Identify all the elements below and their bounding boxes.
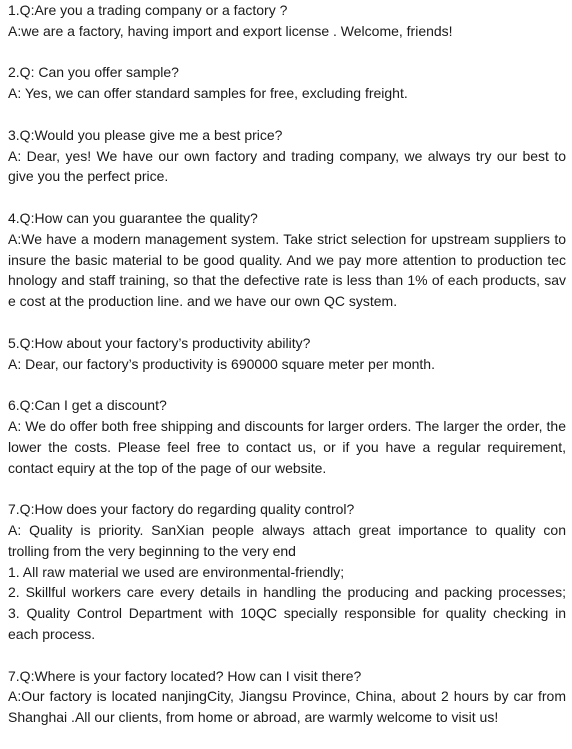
faq-answer-line: A: Quality is priority. SanXian people always attach great importance to quality con — [8, 521, 566, 538]
faq-answer-line: give you the perfect price. — [8, 168, 169, 185]
faq-item — [8, 0, 566, 42]
faq-answer-line: lower the costs. Please feel free to contact us, or if you have a regular requirement, — [8, 438, 566, 455]
faq-answer-line: each process. — [8, 625, 96, 642]
faq-answer-line: A:Our factory is located nanjingCity, Jiangsu Province, China, about 2 hours by car from — [8, 688, 566, 705]
faq-answer-line: 2. Skillful workers care every details in handling the producing and packing processes; — [8, 584, 566, 601]
faq-answer-line: A: We do offer both free shipping and discounts for larger orders. The larger the order, the — [8, 417, 566, 434]
faq-answer-line: Shanghai .All our clients, from home or abroad, are warmly welcome to visit us! — [8, 709, 499, 726]
faq-answer-line: insure the basic material to be good quality. And we pay more attention to production tec — [8, 251, 566, 268]
faq-item — [8, 395, 566, 478]
faq-item — [8, 62, 566, 104]
faq-answer-line: A:we are a factory, having import and export license . Welcome, friends! — [8, 22, 453, 39]
faq-answer-line: e cost at the production line. and we have our own QC system. — [8, 293, 398, 310]
faq-question: 1.Q:Are you a trading company or a factory ? — [8, 2, 288, 18]
faq-item — [8, 666, 566, 728]
faq-question: 3.Q:Would you please give me a best price? — [8, 126, 283, 143]
faq-item — [8, 208, 566, 312]
faq-answer-line: A: Dear, our factory’s productivity is 690000 square meter per month. — [8, 355, 435, 372]
faq-answer-line: A:We have a modern management system. Take strict selection for upstream suppliers to — [8, 230, 566, 247]
faq-answer-line: hnology and staff training, so that the defective rate is less than 1% of each products, sav — [8, 272, 566, 289]
faq-answer-line: trolling from the very beginning to the very end — [8, 542, 296, 559]
faq-item — [8, 499, 566, 645]
faq-answer-line: A: Yes, we can offer standard samples for free, excluding freight. — [8, 85, 408, 102]
faq-question: 5.Q:How about your factory’s productivity ability? — [8, 334, 311, 351]
faq-answer-line: 3. Quality Control Department with 10QC specially responsible for quality checking in — [8, 605, 566, 622]
faq-question: 2.Q: Can you offer sample? — [8, 64, 179, 81]
faq-question: 4.Q:How can you guarantee the quality? — [8, 209, 258, 226]
faq-answer-line: 1. All raw material we used are environmental-friendly; — [8, 563, 345, 580]
faq-item — [8, 125, 566, 187]
faq-question: 7.Q:How does your factory do regarding quality control? — [8, 501, 355, 518]
faq-question: 6.Q:Can I get a discount? — [8, 397, 167, 414]
faq-item — [8, 333, 566, 375]
faq-answer-line: contact equiry at the top of the page of our website. — [8, 459, 327, 476]
faq-question: 7.Q:Where is your factory located? How can I visit there? — [8, 667, 362, 684]
faq-answer-line: A: Dear, yes! We have our own factory and trading company, we always try our best to — [8, 147, 566, 164]
faq-document — [8, 0, 566, 749]
